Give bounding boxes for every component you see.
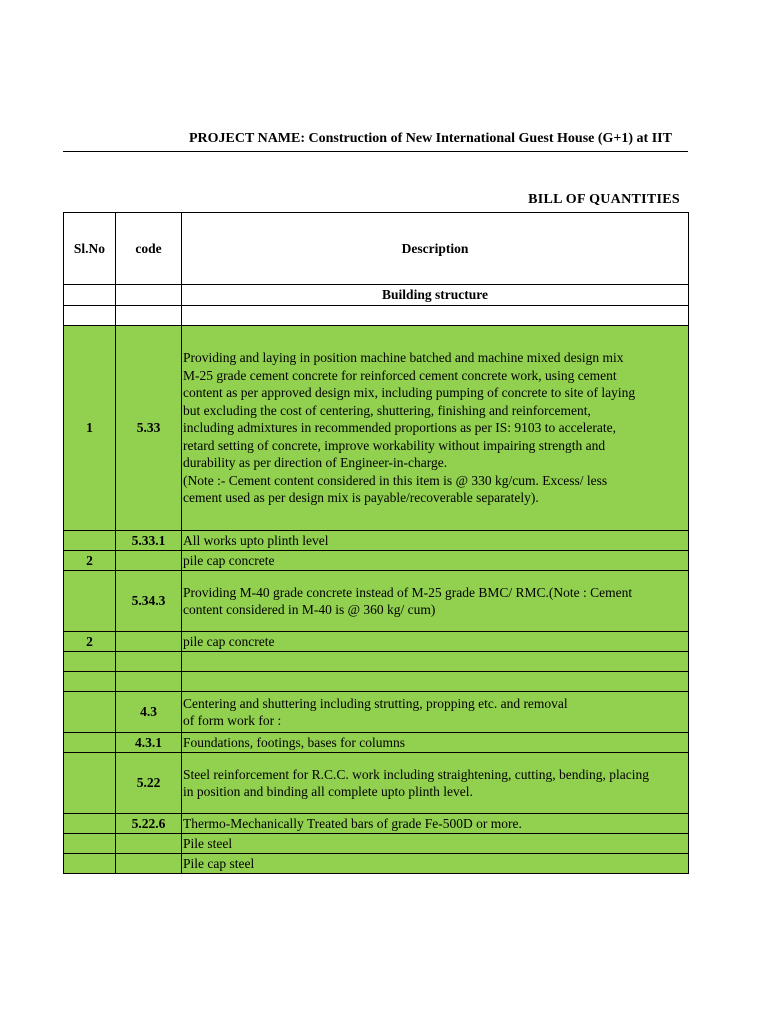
row-code[interactable] — [116, 672, 182, 692]
header-row — [64, 213, 689, 285]
project-name: PROJECT NAME: Construction of New International Guest House (G+1) at IIT — [189, 131, 672, 146]
row-description[interactable]: Pile cap steel — [182, 854, 689, 874]
row-slno[interactable] — [64, 733, 116, 753]
bill-of-quantities-title: BILL OF QUANTITIES — [528, 192, 680, 207]
row-code[interactable] — [116, 652, 182, 672]
row-description[interactable]: Steel reinforcement for R.C.C. work including straightening, cutting, bending, placing in position and binding all complete upto plinth level. — [182, 753, 689, 814]
row-description[interactable]: All works upto plinth level — [182, 531, 689, 551]
table-row — [64, 632, 689, 652]
cell-empty[interactable] — [182, 306, 689, 326]
row-description[interactable] — [182, 652, 689, 672]
col-header-description[interactable]: Description — [182, 213, 689, 285]
row-slno[interactable] — [64, 692, 116, 733]
table-row — [64, 692, 689, 733]
cell-empty[interactable] — [64, 306, 116, 326]
row-description[interactable]: pile cap concrete — [182, 632, 689, 652]
row-code[interactable] — [116, 551, 182, 571]
row-code[interactable]: 5.34.3 — [116, 571, 182, 632]
row-code[interactable]: 4.3 — [116, 692, 182, 733]
row-slno[interactable] — [64, 854, 116, 874]
table-row — [64, 326, 689, 531]
row-slno[interactable] — [64, 571, 116, 632]
row-description[interactable]: Thermo-Mechanically Treated bars of grade Fe-500D or more. — [182, 814, 689, 834]
row-slno[interactable] — [64, 672, 116, 692]
row-description[interactable]: Providing and laying in position machine batched and machine mixed design mix M-25 grade cement concrete for reinforced cement concrete work, using cement content as per approved design mix, including pumping of concrete to site of laying but excluding the cost of centering, shuttering, finishing and reinforcement, including admixtures in recommended proportions as per IS: 9103 to accelerate, retard setting of concrete, improve workability without impairing strength and durability as per direction of Engineer-in-charge. (Note :- Cement content considered in this item is @ 330 kg/cum. Excess/ less cement used as per design mix is payable/recoverable separately). — [182, 326, 689, 531]
row-description[interactable]: Pile steel — [182, 834, 689, 854]
row-description[interactable] — [182, 672, 689, 692]
row-code[interactable] — [116, 632, 182, 652]
row-code[interactable]: 5.22 — [116, 753, 182, 814]
row-slno[interactable] — [64, 753, 116, 814]
table-row — [64, 733, 689, 753]
row-slno[interactable]: 1 — [64, 326, 116, 531]
row-description[interactable]: Providing M-40 grade concrete instead of M-25 grade BMC/ RMC.(Note : Cement content considered in M-40 is @ 360 kg/ cum) — [182, 571, 689, 632]
table-row — [64, 854, 689, 874]
row-slno[interactable]: 2 — [64, 632, 116, 652]
cell-empty[interactable] — [116, 306, 182, 326]
table-row — [64, 753, 689, 814]
row-slno[interactable] — [64, 531, 116, 551]
row-code[interactable]: 5.22.6 — [116, 814, 182, 834]
spacer-row — [64, 306, 689, 326]
row-description[interactable]: Centering and shuttering including strutting, propping etc. and removal of form work for : — [182, 692, 689, 733]
project-underline — [63, 151, 688, 152]
row-description[interactable]: pile cap concrete — [182, 551, 689, 571]
row-slno[interactable]: 2 — [64, 551, 116, 571]
table-row — [64, 551, 689, 571]
row-slno[interactable] — [64, 834, 116, 854]
row-code[interactable]: 4.3.1 — [116, 733, 182, 753]
row-description[interactable]: Foundations, footings, bases for columns — [182, 733, 689, 753]
row-code[interactable] — [116, 834, 182, 854]
table-row — [64, 814, 689, 834]
row-code[interactable]: 5.33 — [116, 326, 182, 531]
section-row — [64, 285, 689, 306]
table-row — [64, 834, 689, 854]
table-row — [64, 571, 689, 632]
cell-empty[interactable] — [64, 285, 116, 306]
cell-empty[interactable] — [116, 285, 182, 306]
row-slno[interactable] — [64, 814, 116, 834]
row-slno[interactable] — [64, 652, 116, 672]
col-header-code[interactable]: code — [116, 213, 182, 285]
row-code[interactable] — [116, 854, 182, 874]
boq-table — [63, 212, 689, 874]
table-row — [64, 652, 689, 672]
table-row — [64, 672, 689, 692]
row-code[interactable]: 5.33.1 — [116, 531, 182, 551]
section-heading[interactable]: Building structure — [182, 285, 689, 306]
table-row — [64, 531, 689, 551]
col-header-slno[interactable]: Sl.No — [64, 213, 116, 285]
